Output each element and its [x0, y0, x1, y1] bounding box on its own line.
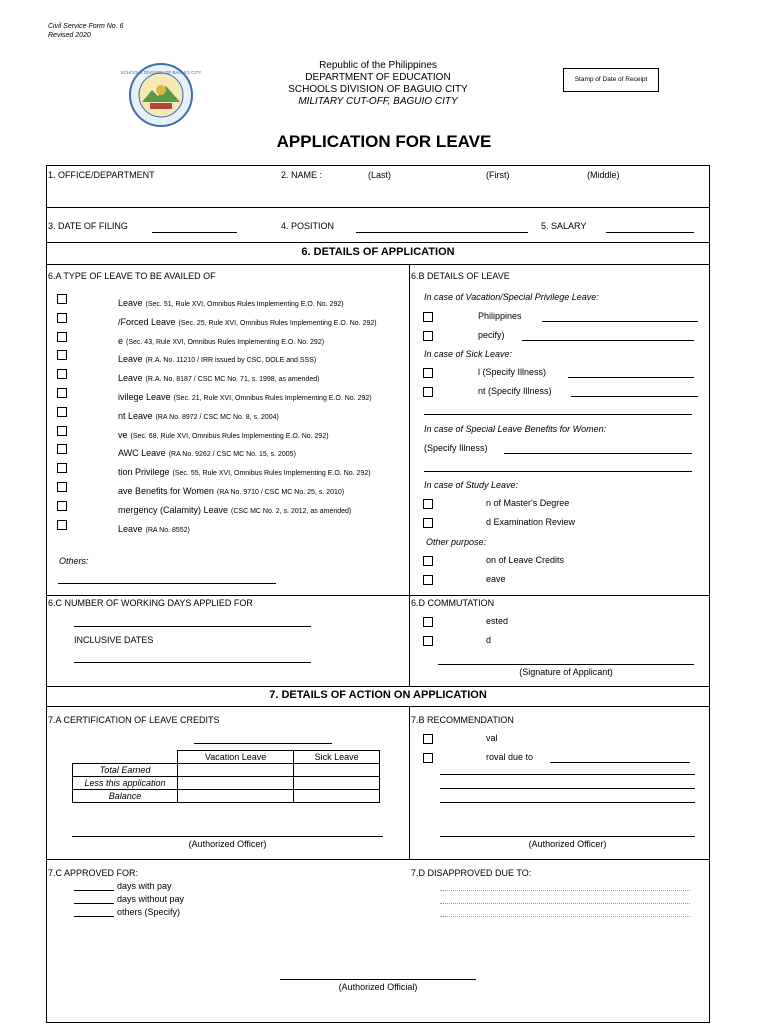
division-text: SCHOOLS DIVISION OF BAGUIO CITY [288, 84, 468, 95]
credits-corner-cell [73, 751, 178, 764]
leave-type-reference: (Sec. 68, Rule XVI, Omnibus Rules Implementing E.O. No. 292) [130, 433, 329, 440]
disapproved-reason-line-3[interactable] [440, 916, 690, 917]
credits-cell[interactable] [178, 764, 294, 777]
section7-mid-rule [46, 859, 710, 860]
official-signature-field[interactable] [280, 979, 476, 980]
other-purpose-heading: Other purpose: [426, 537, 487, 547]
terminal-leave-checkbox[interactable] [423, 575, 433, 585]
leave-type-item [118, 481, 344, 499]
section6-bottom-rule [46, 264, 710, 265]
days-with-pay-label: days with pay [117, 881, 172, 891]
credits-row-label: Less this application [73, 777, 178, 790]
section7-top-rule [46, 686, 710, 687]
office-label: 1. OFFICE/DEPARTMENT [48, 170, 155, 180]
terminal-leave-label: eave [486, 574, 506, 584]
leave-type-name: tion Privilege [118, 467, 170, 477]
section7d-title: 7.D DISAPPROVED DUE TO: [411, 868, 532, 878]
officer-signature-field-b[interactable] [440, 836, 695, 837]
others-specify-field[interactable] [74, 916, 114, 917]
credits-header-row [73, 751, 380, 764]
sick-hospital-label: l (Specify Illness) [478, 367, 547, 377]
sick-outpatient-label: nt (Specify Illness) [478, 386, 552, 396]
leave-credits-table [72, 750, 380, 803]
credits-row [73, 790, 380, 803]
sick-heading: In case of Sick Leave: [424, 349, 513, 359]
leave-type-checkbox[interactable] [57, 426, 67, 436]
leave-type-name: Leave [118, 373, 143, 383]
recommend-disapproval-checkbox[interactable] [423, 753, 433, 763]
officer-signature-field-a[interactable] [72, 836, 383, 837]
leave-type-reference: (Sec. 21, Rule XVI, Omnibus Rules Implementing E.O. No. 292) [173, 395, 372, 402]
leave-type-name: ave Benefits for Women [118, 486, 214, 496]
recommendation-line-2[interactable] [440, 788, 695, 789]
position-field[interactable] [356, 232, 528, 233]
leave-type-checkbox[interactable] [57, 313, 67, 323]
section7c-title: 7.C APPROVED FOR: [48, 868, 139, 878]
leave-type-name: e [118, 336, 124, 346]
section6b-title: 6.B DETAILS OF LEAVE [411, 271, 510, 281]
vacation-within-field[interactable] [542, 321, 698, 322]
leave-type-item [118, 331, 324, 349]
deped-seal-icon [120, 62, 202, 128]
leave-type-checkbox[interactable] [57, 520, 67, 530]
leave-type-name: /Forced Leave [118, 317, 176, 327]
recommendation-line-3[interactable] [440, 802, 695, 803]
leave-type-checkbox[interactable] [57, 332, 67, 342]
stamp-receipt-label: Stamp of Date of Receipt [574, 76, 648, 83]
name-label: 2. NAME : [281, 170, 323, 180]
credits-header-vacation: Vacation Leave [178, 751, 294, 764]
leave-type-reference: (RA No. 8552) [145, 527, 190, 534]
form-number [48, 22, 123, 40]
svg-text:SCHOOLS DIVISION OF BAGUIO CIT: SCHOOLS DIVISION OF BAGUIO CITY [120, 70, 202, 75]
sick-extra-field[interactable] [424, 414, 692, 415]
credits-row [73, 764, 380, 777]
leave-type-reference: (Sec. 43, Rule XVI, Omnibus Rules Implementing E.O. No. 292) [126, 339, 325, 346]
vacation-within-checkbox[interactable] [423, 312, 433, 322]
leave-type-item [118, 462, 371, 480]
leave-type-name: Leave [118, 354, 143, 364]
recommend-disapproval-label: roval due to [486, 752, 534, 762]
vacation-abroad-checkbox[interactable] [423, 331, 433, 341]
republic-text: Republic of the Philippines [319, 60, 437, 71]
leave-type-reference: (RA No. 9262 / CSC MC No. 15, s. 2005) [168, 451, 296, 458]
leave-type-checkbox[interactable] [57, 444, 67, 454]
recommend-approval-checkbox[interactable] [423, 734, 433, 744]
leave-type-reference: (Sec. 51, Rule XVI, Omnibus Rules Implementing E.O. No. 292) [145, 301, 344, 308]
name-first-label: (First) [486, 170, 510, 180]
date-filing-label: 3. DATE OF FILING [48, 221, 128, 231]
monetization-label: on of Leave Credits [486, 555, 565, 565]
leave-type-reference: (Sec. 55, Rule XVI, Omnibus Rules Implementing E.O. No. 292) [172, 470, 371, 477]
leave-type-checkbox[interactable] [57, 369, 67, 379]
credits-row [73, 777, 380, 790]
section6-top-rule [46, 242, 710, 243]
commutation-requested-checkbox[interactable] [423, 636, 433, 646]
agency-header [250, 60, 506, 108]
leave-type-reference: (Sec. 25, Rule XVI, Omnibus Rules Implementing E.O. No. 292) [178, 320, 377, 327]
credits-row-label: Balance [73, 790, 178, 803]
commutation-not-requested-label: ested [486, 616, 509, 626]
days-with-pay-field[interactable] [74, 890, 114, 891]
disapproved-reason-line-1[interactable] [440, 890, 690, 891]
vacation-abroad-field[interactable] [522, 340, 694, 341]
others-specify-label: others (Specify) [117, 907, 181, 917]
days-without-pay-label: days without pay [117, 894, 185, 904]
section7b-title: 7.B RECOMMENDATION [411, 715, 514, 725]
credits-cell[interactable] [294, 764, 380, 777]
monetization-checkbox[interactable] [423, 556, 433, 566]
section7-title: 7. DETAILS OF ACTION ON APPLICATION [269, 689, 487, 701]
leave-type-checkbox[interactable] [57, 388, 67, 398]
leave-type-name: Leave [118, 298, 143, 308]
leave-type-item [118, 387, 372, 405]
leave-type-item [118, 519, 190, 537]
study-bar-review-label: d Examination Review [486, 517, 576, 527]
recommendation-line-1[interactable] [440, 774, 695, 775]
form-title: APPLICATION FOR LEAVE [276, 132, 492, 151]
leave-type-reference: (CSC MC No. 2, s. 2012, as amended) [231, 508, 352, 515]
leave-type-checkbox[interactable] [57, 463, 67, 473]
inclusive-dates-field[interactable] [74, 662, 311, 663]
name-last-label: (Last) [368, 170, 392, 180]
credits-cell[interactable] [294, 777, 380, 790]
commutation-not-requested-checkbox[interactable] [423, 617, 433, 627]
disapproval-reason-field[interactable] [550, 762, 690, 763]
working-days-field[interactable] [74, 626, 311, 627]
salary-label: 5. SALARY [541, 221, 587, 231]
department-text: DEPARTMENT OF EDUCATION [305, 72, 451, 83]
leave-type-item [118, 368, 319, 386]
leave-type-item [118, 312, 377, 330]
leave-type-checkbox[interactable] [57, 407, 67, 417]
credits-row-label: Total Earned [73, 764, 178, 777]
credits-cell[interactable] [178, 790, 294, 803]
salary-field[interactable] [606, 232, 694, 233]
leave-type-name: Leave [118, 524, 143, 534]
others-field[interactable] [58, 583, 276, 584]
women-specify-field[interactable] [504, 453, 692, 454]
stamp-receipt-box [563, 68, 659, 92]
vacation-heading: In case of Vacation/Special Privilege Leave: [424, 292, 599, 302]
section6c-title: 6.C NUMBER OF WORKING DAYS APPLIED FOR [48, 598, 253, 608]
sick-outpatient-checkbox[interactable] [423, 387, 433, 397]
vacation-within-label: Philippines [478, 311, 522, 321]
leave-type-name: AWC Leave [118, 448, 166, 458]
sick-hospital-checkbox[interactable] [423, 368, 433, 378]
study-masters-label: n of Master's Degree [486, 498, 570, 508]
section6a-title: 6.A TYPE OF LEAVE TO BE AVAILED OF [48, 271, 216, 281]
leave-type-item [118, 443, 296, 461]
days-without-pay-field[interactable] [74, 903, 114, 904]
study-heading: In case of Study Leave: [424, 480, 519, 490]
credits-header-sick: Sick Leave [294, 751, 380, 764]
disapproved-reason-line-2[interactable] [440, 903, 690, 904]
leave-type-checkbox[interactable] [57, 294, 67, 304]
women-extra-field[interactable] [424, 471, 692, 472]
address-text: MILITARY CUT-OFF, BAGUIO CITY [298, 96, 458, 107]
authorized-officer-label-b: (Authorized Officer) [528, 839, 607, 849]
applicant-signature-label: (Signature of Applicant) [519, 667, 613, 677]
women-heading: In case of Special Leave Benefits for Women: [424, 424, 607, 434]
revised-text: Revised 2020 [48, 32, 91, 39]
section6-mid-rule [46, 595, 710, 596]
leave-type-item [118, 349, 316, 367]
leave-type-checkbox[interactable] [57, 350, 67, 360]
sick-hospital-field[interactable] [568, 377, 694, 378]
applicant-signature-field[interactable] [438, 664, 694, 665]
others-label: Others: [59, 556, 89, 566]
leave-type-item [118, 406, 279, 424]
credits-cell[interactable] [178, 777, 294, 790]
section6d-title: 6.D COMMUTATION [411, 598, 495, 608]
leave-type-checkbox[interactable] [57, 482, 67, 492]
leave-type-item [118, 425, 329, 443]
section7-bottom-rule [46, 706, 710, 707]
form-number-text: Civil Service Form No. 6 [48, 23, 124, 30]
inclusive-dates-label: INCLUSIVE DATES [74, 635, 154, 645]
date-filing-field[interactable] [152, 232, 237, 233]
sick-outpatient-field[interactable] [571, 396, 698, 397]
credits-as-of-field[interactable] [194, 743, 332, 744]
authorized-official-label: (Authorized Official) [338, 982, 418, 992]
leave-type-item [118, 293, 344, 311]
vacation-abroad-label: pecify) [478, 330, 505, 340]
name-middle-label: (Middle) [587, 170, 620, 180]
leave-type-name: ve [118, 430, 128, 440]
position-label: 4. POSITION [281, 221, 335, 231]
leave-type-reference: (RA No. 8972 / CSC MC No. 8, s. 2004) [155, 414, 279, 421]
section7a-title: 7.A CERTIFICATION OF LEAVE CREDITS [48, 715, 220, 725]
credits-cell[interactable] [294, 790, 380, 803]
section6-column-divider [409, 264, 410, 687]
leave-type-item [118, 500, 351, 518]
commutation-requested-label: d [486, 635, 492, 645]
women-specify-label: (Specify Illness) [424, 443, 488, 453]
recommend-approval-label: val [486, 733, 498, 743]
leave-type-name: mergency (Calamity) Leave [118, 505, 229, 515]
study-masters-checkbox[interactable] [423, 499, 433, 509]
row-divider [46, 207, 710, 208]
leave-type-name: nt Leave [118, 411, 153, 421]
leave-type-reference: (R.A. No. 11210 / IRR issued by CSC, DOLE and SSS) [145, 357, 317, 364]
study-bar-review-checkbox[interactable] [423, 518, 433, 528]
leave-type-name: ivilege Leave [118, 392, 171, 402]
section7-column-divider [409, 706, 410, 860]
authorized-officer-label-a: (Authorized Officer) [188, 839, 267, 849]
leave-type-reference: (RA No. 9710 / CSC MC No. 25, s. 2010) [216, 489, 345, 496]
section6-title: 6. DETAILS OF APPLICATION [301, 246, 455, 258]
leave-type-reference: (R.A. No. 8187 / CSC MC No. 71, s. 1998, as amended) [145, 376, 320, 383]
leave-type-checkbox[interactable] [57, 501, 67, 511]
